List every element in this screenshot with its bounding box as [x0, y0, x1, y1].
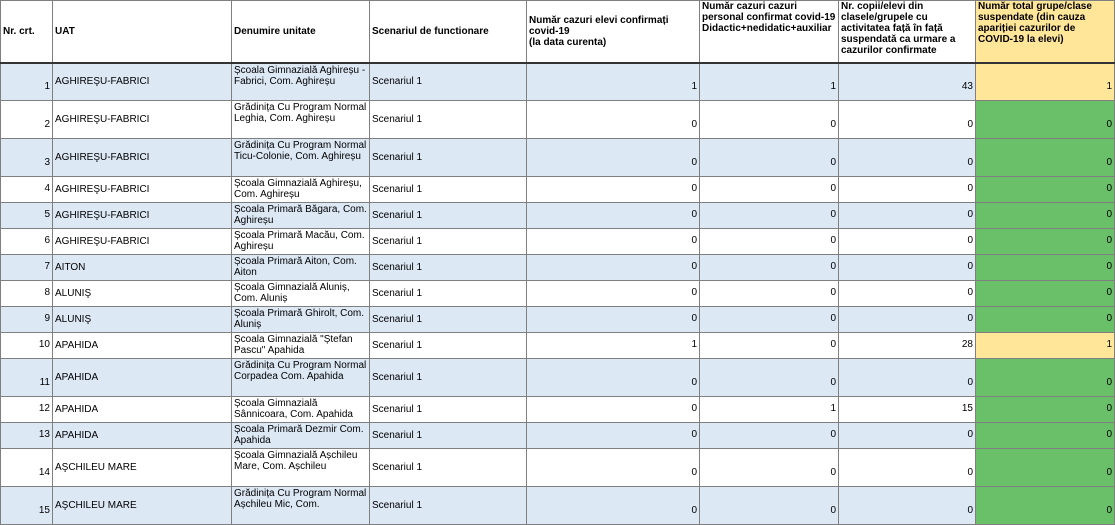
- cell-personal: 0: [700, 229, 839, 255]
- cell-uat: ALUNIŞ: [53, 307, 232, 333]
- cell-denumire: Școala Primară Băgara, Com. Aghireșu: [232, 203, 370, 229]
- table-row: [1, 139, 1115, 177]
- cell-copii: 0: [839, 487, 976, 525]
- cell-copii: 0: [839, 281, 976, 307]
- header-uat: UAT: [53, 1, 232, 63]
- cell-nr: 2: [1, 101, 53, 139]
- cell-uat: AGHIREŞU-FABRICI: [53, 63, 232, 101]
- cell-elevi: 0: [527, 229, 700, 255]
- cell-uat: AGHIREŞU-FABRICI: [53, 229, 232, 255]
- table-row: [1, 333, 1115, 359]
- cell-uat: APAHIDA: [53, 333, 232, 359]
- cell-nr: 1: [1, 63, 53, 101]
- cell-personal: 0: [700, 449, 839, 487]
- table-row: [1, 487, 1115, 525]
- cell-personal: 0: [700, 333, 839, 359]
- cell-grupe: 0: [976, 281, 1115, 307]
- cell-elevi: 0: [527, 397, 700, 423]
- cell-denumire: Școala Gimnazială "Ștefan Pascu" Apahida: [232, 333, 370, 359]
- cell-nr: 15: [1, 487, 53, 525]
- header-scenariu: Scenariul de functionare: [370, 1, 527, 63]
- cell-nr: 10: [1, 333, 53, 359]
- cell-copii: 0: [839, 307, 976, 333]
- cell-copii: 0: [839, 177, 976, 203]
- cell-nr: 8: [1, 281, 53, 307]
- cell-scenariu: Scenariul 1: [370, 423, 527, 449]
- cell-grupe: 0: [976, 423, 1115, 449]
- cell-personal: 0: [700, 307, 839, 333]
- cell-copii: 0: [839, 359, 976, 397]
- table-row: [1, 255, 1115, 281]
- cell-denumire: Școala Primară Dezmir Com. Apahida: [232, 423, 370, 449]
- cell-grupe: 0: [976, 359, 1115, 397]
- table-row: [1, 177, 1115, 203]
- cell-denumire: Școala Gimnazială Sânnicoara, Com. Apahida: [232, 397, 370, 423]
- cell-nr: 13: [1, 423, 53, 449]
- cell-uat: AITON: [53, 255, 232, 281]
- cell-personal: 0: [700, 139, 839, 177]
- cell-copii: 0: [839, 423, 976, 449]
- cell-nr: 5: [1, 203, 53, 229]
- cell-elevi: 1: [527, 333, 700, 359]
- cell-elevi: 0: [527, 139, 700, 177]
- cell-grupe: 0: [976, 177, 1115, 203]
- header-grupe: Număr total grupe/clase suspendate (din cauza apariției cazurilor de COVID-19 la elevi): [976, 1, 1115, 63]
- cell-personal: 1: [700, 397, 839, 423]
- cell-elevi: 0: [527, 423, 700, 449]
- cell-personal: 0: [700, 177, 839, 203]
- cell-denumire: Grădinița Cu Program Normal Așchileu Mic, Com.: [232, 487, 370, 525]
- cell-copii: 0: [839, 229, 976, 255]
- cell-grupe: 0: [976, 449, 1115, 487]
- cell-scenariu: Scenariul 1: [370, 359, 527, 397]
- table-row: [1, 359, 1115, 397]
- cell-scenariu: Scenariul 1: [370, 139, 527, 177]
- cell-nr: 6: [1, 229, 53, 255]
- cell-grupe: 0: [976, 255, 1115, 281]
- cell-elevi: 0: [527, 307, 700, 333]
- cell-nr: 9: [1, 307, 53, 333]
- cell-elevi: 0: [527, 449, 700, 487]
- cell-denumire: Școala Primară Aiton, Com. Aiton: [232, 255, 370, 281]
- cell-personal: 0: [700, 255, 839, 281]
- cell-elevi: 0: [527, 281, 700, 307]
- cell-personal: 0: [700, 359, 839, 397]
- cell-uat: APAHIDA: [53, 359, 232, 397]
- cell-elevi: 0: [527, 101, 700, 139]
- table-row: [1, 449, 1115, 487]
- table-row: [1, 423, 1115, 449]
- cell-denumire: Grădinița Cu Program Normal Leghia, Com. Aghireșu: [232, 101, 370, 139]
- cell-denumire: Grădinița Cu Program Normal Corpadea Com. Apahida: [232, 359, 370, 397]
- cell-uat: APAHIDA: [53, 397, 232, 423]
- cell-copii: 43: [839, 63, 976, 101]
- cell-grupe: 1: [976, 63, 1115, 101]
- cell-grupe: 0: [976, 139, 1115, 177]
- header-personal: Număr cazuri cazuri personal confirmat covid-19 Didactic+nedidatic+auxiliar: [700, 1, 839, 63]
- cell-grupe: 0: [976, 203, 1115, 229]
- cell-uat: AŞCHILEU MARE: [53, 487, 232, 525]
- header-denumire: Denumire unitate: [232, 1, 370, 63]
- cell-personal: 0: [700, 101, 839, 139]
- cell-nr: 12: [1, 397, 53, 423]
- cell-copii: 0: [839, 449, 976, 487]
- cell-denumire: Școala Primară Ghirolt, Com. Aluniș: [232, 307, 370, 333]
- table-row: [1, 307, 1115, 333]
- cell-copii: 15: [839, 397, 976, 423]
- table-row: [1, 63, 1115, 101]
- cell-uat: AGHIREŞU-FABRICI: [53, 203, 232, 229]
- table-row: [1, 203, 1115, 229]
- cell-copii: 0: [839, 101, 976, 139]
- cell-personal: 0: [700, 281, 839, 307]
- cell-copii: 0: [839, 203, 976, 229]
- cell-scenariu: Scenariul 1: [370, 449, 527, 487]
- cell-scenariu: Scenariul 1: [370, 333, 527, 359]
- header-elevi: Număr cazuri elevi confirmați covid-19 (la data curenta): [527, 1, 700, 63]
- cell-grupe: 0: [976, 487, 1115, 525]
- cell-scenariu: Scenariul 1: [370, 63, 527, 101]
- table-row: [1, 397, 1115, 423]
- cell-nr: 3: [1, 139, 53, 177]
- cell-personal: 0: [700, 203, 839, 229]
- cell-personal: 1: [700, 63, 839, 101]
- cell-scenariu: Scenariul 1: [370, 397, 527, 423]
- cell-uat: AGHIREŞU-FABRICI: [53, 101, 232, 139]
- cell-elevi: 1: [527, 63, 700, 101]
- cell-personal: 0: [700, 423, 839, 449]
- cell-uat: AŞCHILEU MARE: [53, 449, 232, 487]
- cell-nr: 11: [1, 359, 53, 397]
- cell-nr: 14: [1, 449, 53, 487]
- cell-elevi: 0: [527, 177, 700, 203]
- cell-elevi: 0: [527, 359, 700, 397]
- cell-scenariu: Scenariul 1: [370, 487, 527, 525]
- cell-scenariu: Scenariul 1: [370, 203, 527, 229]
- cell-uat: ALUNIŞ: [53, 281, 232, 307]
- cell-denumire: Școala Primară Macău, Com. Aghireșu: [232, 229, 370, 255]
- table-row: [1, 229, 1115, 255]
- cell-denumire: Grădinița Cu Program Normal Ticu-Colonie, Com. Aghireșu: [232, 139, 370, 177]
- cell-scenariu: Scenariul 1: [370, 101, 527, 139]
- cell-scenariu: Scenariul 1: [370, 307, 527, 333]
- header-copii: Nr. copii/elevi din clasele/grupele cu activitatea față în față suspendată ca urmare a cazurilor confirmate: [839, 1, 976, 63]
- cell-elevi: 0: [527, 255, 700, 281]
- cell-scenariu: Scenariul 1: [370, 255, 527, 281]
- header-nr: Nr. crt.: [1, 1, 53, 63]
- cell-denumire: Școala Gimnazială Aghireșu - Fabrici, Com. Aghireșu: [232, 63, 370, 101]
- header-row: [1, 1, 1115, 63]
- cell-grupe: 1: [976, 333, 1115, 359]
- cell-denumire: Școala Gimnazială Așchileu Mare, Com. Așchileu: [232, 449, 370, 487]
- table-row: [1, 101, 1115, 139]
- cell-denumire: Școala Gimnazială Aghireșu, Com. Aghireșu: [232, 177, 370, 203]
- cell-uat: APAHIDA: [53, 423, 232, 449]
- table-row: [1, 281, 1115, 307]
- cell-nr: 7: [1, 255, 53, 281]
- cell-scenariu: Scenariul 1: [370, 281, 527, 307]
- cell-denumire: Școala Gimnazială Aluniș, Com. Aluniș: [232, 281, 370, 307]
- cell-uat: AGHIREŞU-FABRICI: [53, 139, 232, 177]
- cell-elevi: 0: [527, 487, 700, 525]
- cell-copii: 28: [839, 333, 976, 359]
- cell-grupe: 0: [976, 307, 1115, 333]
- cell-scenariu: Scenariul 1: [370, 177, 527, 203]
- cell-grupe: 0: [976, 229, 1115, 255]
- cell-grupe: 0: [976, 397, 1115, 423]
- cell-grupe: 0: [976, 101, 1115, 139]
- cell-copii: 0: [839, 139, 976, 177]
- cell-uat: AGHIREŞU-FABRICI: [53, 177, 232, 203]
- cell-personal: 0: [700, 487, 839, 525]
- cell-copii: 0: [839, 255, 976, 281]
- cell-nr: 4: [1, 177, 53, 203]
- cell-scenariu: Scenariul 1: [370, 229, 527, 255]
- cell-elevi: 0: [527, 203, 700, 229]
